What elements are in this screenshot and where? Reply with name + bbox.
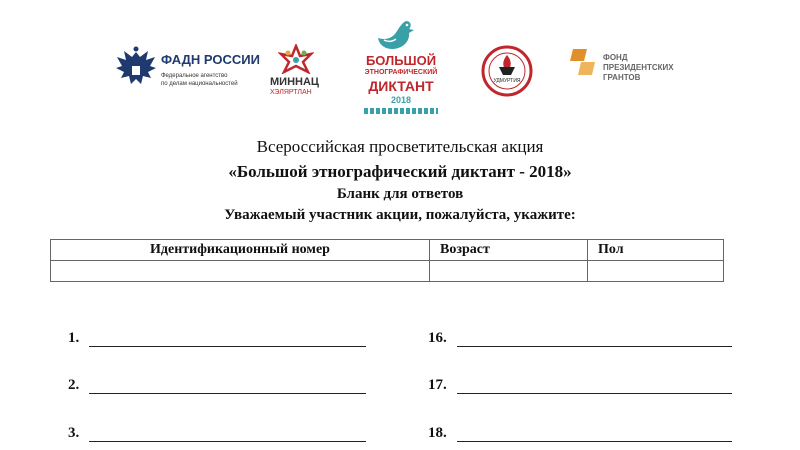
fond-line1: ФОНД	[603, 53, 628, 62]
answer-line[interactable]	[457, 332, 732, 347]
bird-icon	[376, 18, 416, 52]
round-emblem	[481, 45, 533, 97]
column-header-id: Идентификационный номер	[51, 240, 430, 261]
answer-line[interactable]	[457, 427, 732, 442]
answer-item-17	[428, 377, 732, 394]
answer-item-2	[68, 377, 366, 394]
ornament-strip	[364, 108, 438, 114]
answer-number: 2.	[68, 377, 80, 393]
answer-item-18	[428, 425, 732, 442]
minnats-title: МИННАЦ	[270, 76, 319, 88]
form-title: Бланк для ответов	[336, 186, 464, 202]
answer-item-1	[68, 330, 366, 347]
dictant-line1: БОЛЬШОЙ	[365, 53, 437, 68]
flower-icon	[278, 44, 314, 74]
participant-info-table	[50, 239, 724, 282]
id-number-field[interactable]	[51, 261, 430, 282]
gender-field[interactable]	[588, 261, 724, 282]
dictant-line3: ДИКТАНТ	[368, 78, 434, 94]
action-title: Всероссийская просветительская акция	[256, 137, 544, 156]
table-input-row	[51, 261, 724, 282]
round-emblem-text: УДМУРТИЯ	[493, 78, 521, 84]
answer-line[interactable]	[89, 332, 366, 347]
fond-logo	[567, 47, 697, 95]
minnats-subtitle: ХЭЛЯРТЛАН	[270, 89, 312, 96]
answer-number: 3.	[68, 425, 80, 441]
dictant-year: 2018	[390, 95, 412, 105]
minnats-logo	[266, 44, 326, 100]
answer-number: 16.	[428, 330, 447, 346]
dictant-title: «Большой этнографический диктант - 2018»	[228, 162, 572, 181]
answer-number: 1.	[68, 330, 80, 346]
table-header-row	[51, 240, 724, 261]
round-emblem-icon	[481, 45, 533, 97]
column-header-gender: Пол	[588, 240, 724, 261]
dictant-line2: ЭТНОГРАФИЧЕСКИЙ	[364, 69, 438, 76]
double-eagle-icon	[115, 46, 157, 90]
instruction-text: Уважаемый участник акции, пожалуйста, укажите:	[224, 207, 576, 223]
answer-item-16	[428, 330, 732, 347]
fond-line2: ПРЕЗИДЕНТСКИХ	[603, 63, 674, 72]
answer-number: 17.	[428, 377, 447, 393]
answer-line[interactable]	[89, 379, 366, 394]
dictant-logo	[350, 18, 450, 118]
fond-line3: ГРАНТОВ	[603, 73, 641, 82]
logo-strip	[0, 0, 800, 120]
answer-line[interactable]	[457, 379, 732, 394]
fadn-subtitle-1: Федеральное агентство	[161, 73, 228, 79]
column-header-age: Возраст	[430, 240, 588, 261]
answer-number: 18.	[428, 425, 447, 441]
fadn-subtitle-2: по делам национальностей	[161, 81, 238, 87]
answer-item-3	[68, 425, 366, 442]
fadn-logo	[115, 44, 260, 100]
age-field[interactable]	[430, 261, 588, 282]
answer-line[interactable]	[89, 427, 366, 442]
fond-emblem-icon	[567, 49, 597, 75]
fadn-title: ФАДН РОССИИ	[161, 52, 260, 67]
